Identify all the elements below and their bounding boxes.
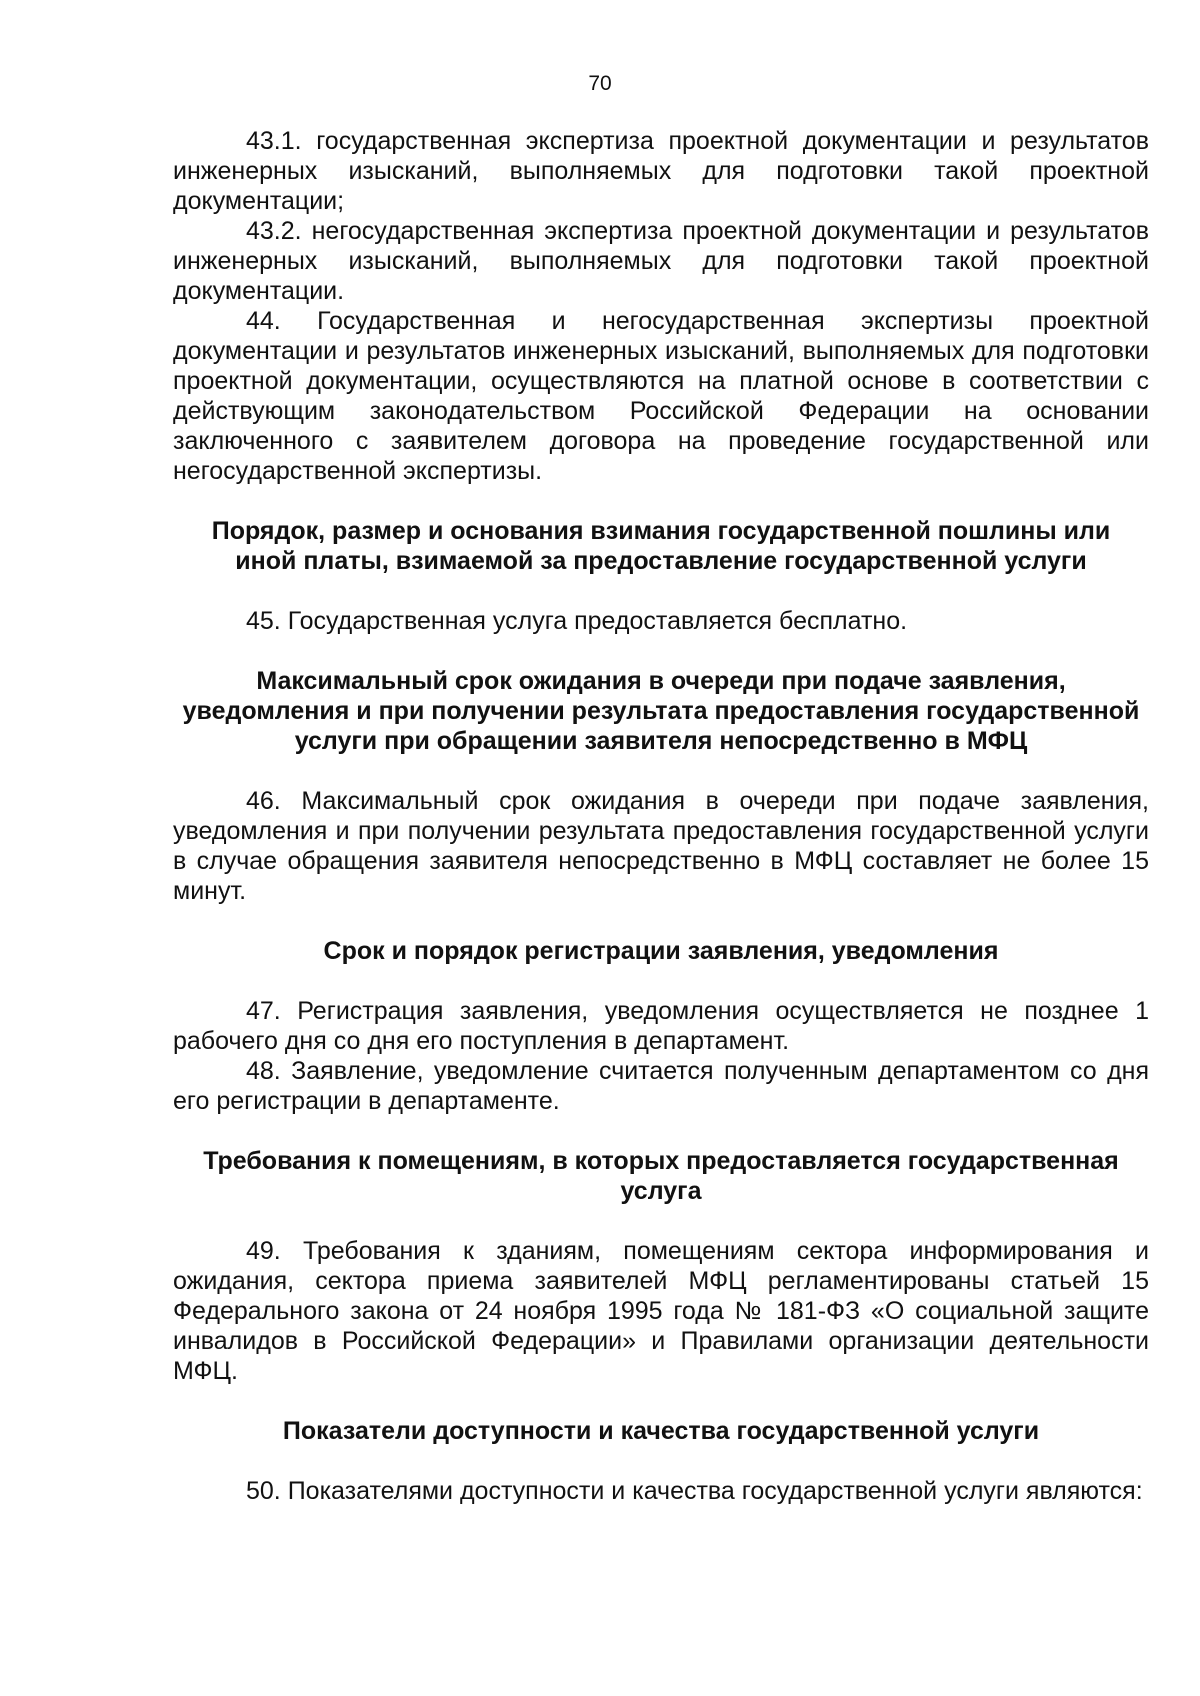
- heading-fee: Порядок, размер и основания взимания государственной пошлины или иной платы, взимаемой за предоставление государственной услуги: [211, 517, 1111, 575]
- paragraph-45: 45. Государственная услуга предоставляется бесплатно.: [246, 607, 908, 635]
- heading-queue-time: Максимальный срок ожидания в очереди при подаче заявления, уведомления и при получении результата предоставления государственной услуги при обращении заявителя непосредственно в МФЦ: [182, 667, 1140, 755]
- paragraph-49: 49. Требования к зданиям, помещениям сектора информирования и ожидания, сектора приема заявителей МФЦ регламентированы статьей 15 Федерального закона от 24 ноября 1995 года № 181-ФЗ «О социальной защите инвалидов в Российской Федерации» и Правилами организации деятельности МФЦ.: [173, 1237, 1149, 1385]
- page-number: 70: [588, 72, 612, 95]
- heading-registration: Срок и порядок регистрации заявления, уведомления: [323, 937, 999, 965]
- paragraph-50: 50. Показателями доступности и качества государственной услуги являются:: [246, 1477, 1143, 1505]
- paragraph-44: 44. Государственная и негосударственная экспертизы проектной документации и результатов инженерных изысканий, выполняемых для подготовки проектной документации, осуществляются на платной основе в соответствии с действующим законодательством Российской Федерации на основании заключенного с заявителем договора на проведение государственной или негосударственной экспертизы.: [173, 307, 1149, 485]
- heading-quality: Показатели доступности и качества государственной услуги: [282, 1417, 1040, 1445]
- heading-premises: Требования к помещениям, в которых предоставляется государственная услуга: [203, 1147, 1119, 1205]
- paragraph-46: 46. Максимальный срок ожидания в очереди при подаче заявления, уведомления и при получении результата предоставления государственной услуги в случае обращения заявителя непосредственно в МФЦ составляет не более 15 минут.: [173, 787, 1149, 905]
- paragraph-43-2: 43.2. негосударственная экспертиза проектной документации и результатов инженерных изысканий, выполняемых для подготовки такой проектной документации.: [173, 217, 1149, 305]
- document-body: [173, 126, 1149, 1506]
- paragraph-47: 47. Регистрация заявления, уведомления осуществляется не позднее 1 рабочего дня со дня его поступления в департамент.: [173, 997, 1149, 1055]
- paragraph-43-1: 43.1. государственная экспертиза проектной документации и результатов инженерных изысканий, выполняемых для подготовки такой проектной документации;: [173, 127, 1149, 215]
- paragraph-48: 48. Заявление, уведомление считается полученным департаментом со дня его регистрации в департаменте.: [173, 1057, 1149, 1115]
